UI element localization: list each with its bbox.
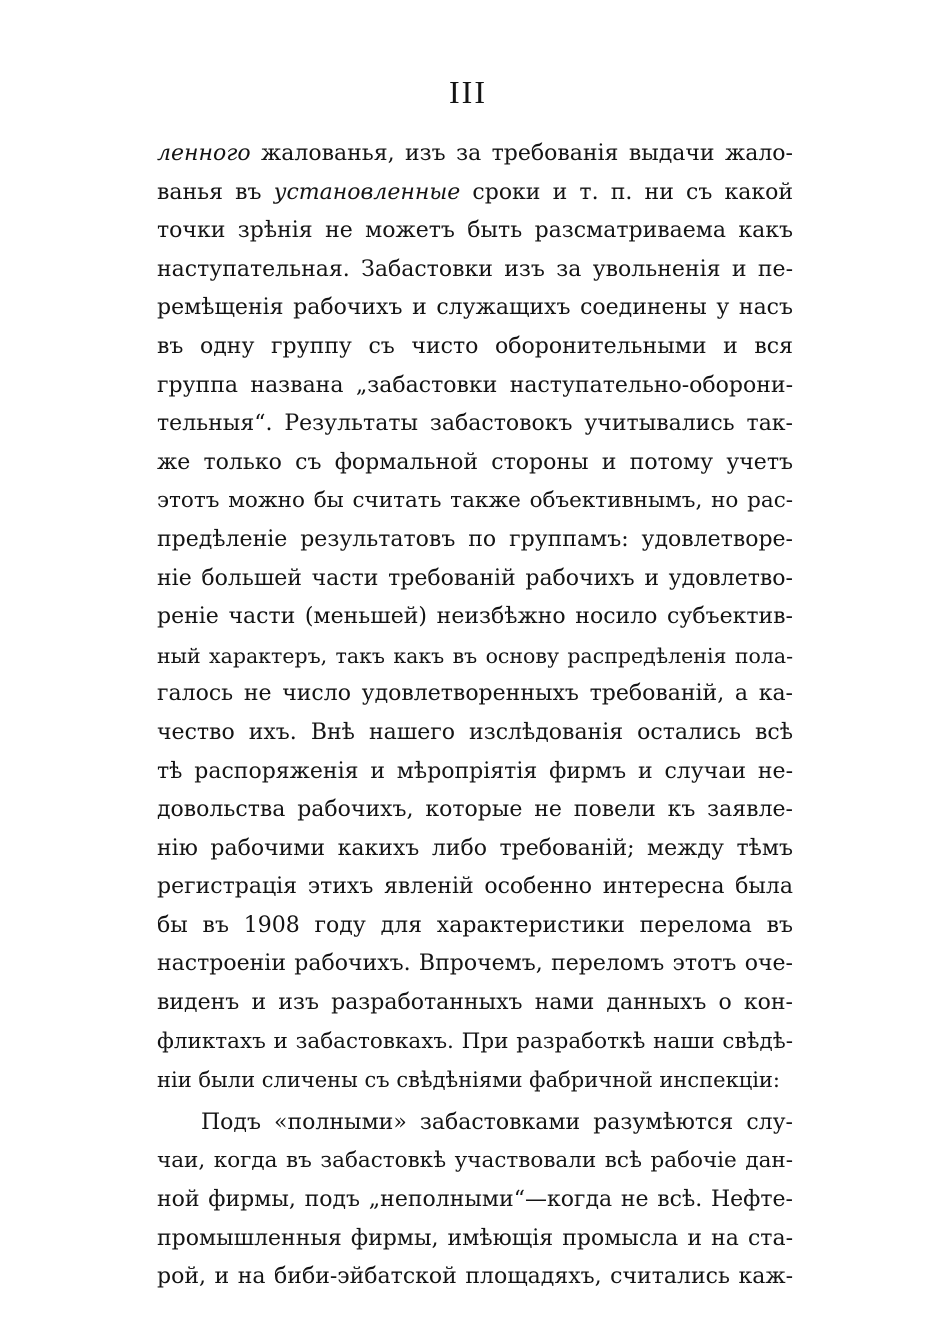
text-line: регистрація этихъ явленій особенно интересна была <box>157 874 793 900</box>
text-line: виденъ и изъ разработанныхъ нами данныхъ о кон- <box>157 990 793 1016</box>
text-line: наступательная. Забастовки изъ за увольненія и пе- <box>157 256 793 282</box>
text-line: довольства рабочихъ, которые не повели къ заявле- <box>157 797 793 823</box>
text-line <box>157 135 793 174</box>
paragraph-2 <box>157 1104 793 1297</box>
text-line: группа названа „забастовки наступательно-оборони- <box>157 372 793 398</box>
text-line: точки зрѣнія не можетъ быть разсматриваема какъ <box>157 218 793 244</box>
text-line: ный характеръ, такъ какъ въ основу распредѣленія пола- <box>157 643 793 668</box>
text-line: чаи, когда въ забастовкѣ участвовали всѣ рабочіе дан- <box>157 1148 793 1174</box>
text-line: галось не число удовлетворенныхъ требованій, а ка- <box>157 681 793 707</box>
text-line: нію рабочими какихъ либо требованій; между тѣмъ <box>157 835 793 861</box>
body-text <box>157 135 793 1297</box>
text-line: чество ихъ. Внѣ нашего изслѣдованія остались всѣ <box>157 719 793 745</box>
text-line: тѣ распоряженія и мѣропріятія фирмъ и случаи не- <box>157 758 793 784</box>
text-line: этотъ можно бы считать также объективнымъ, но рас- <box>157 488 793 514</box>
text-line: ніе большей части требованій рабочихъ и удовлетво- <box>157 565 793 591</box>
text-line: Подъ «полными» забастовками разумѣются слу- <box>201 1109 793 1135</box>
text-line <box>157 174 793 213</box>
text-line: рой, и на биби-эйбатской площадяхъ, считались каж- <box>157 1264 793 1290</box>
text-line: фликтахъ и забастовкахъ. При разработкѣ наши свѣдѣ- <box>157 1028 793 1054</box>
text-line: же только съ формальной стороны и потому учетъ <box>157 449 793 475</box>
text-line: ніи были сличены съ свѣдѣніями фабричной инспекціи: <box>157 1068 780 1093</box>
paragraph-1 <box>157 135 793 1100</box>
text-line: ремѣщенія рабочихъ и служащихъ соединены у насъ <box>157 295 793 321</box>
text-line: промышленныя фирмы, имѣющія промысла и на ста- <box>157 1225 793 1251</box>
italic-word: установленные <box>273 179 461 205</box>
text-line: настроеніи рабочихъ. Впрочемъ, переломъ этотъ оче- <box>157 951 793 977</box>
text-line: тельныя“. Результаты забастовокъ учитывались так- <box>157 411 793 437</box>
page-number: III <box>449 74 487 110</box>
text-line: бы въ 1908 году для характеристики перелома въ <box>157 912 793 938</box>
text-span: ванья въ <box>157 179 274 205</box>
text-line: предѣленіе результатовъ по группамъ: удовлетворе- <box>157 526 793 552</box>
text-line: ной фирмы, подъ „неполными“—когда не всѣ. Нефте- <box>157 1187 793 1213</box>
italic-word: ленного <box>157 141 251 166</box>
text-span: сроки и т. п. ни съ какой <box>460 179 794 205</box>
text-line: въ одну группу съ чисто оборонительными и вся <box>157 333 793 359</box>
text-line: реніе части (меньшей) неизбѣжно носило субъектив- <box>157 604 793 630</box>
text-span: жалованья, изъ за требованія выдачи жало- <box>250 141 793 166</box>
